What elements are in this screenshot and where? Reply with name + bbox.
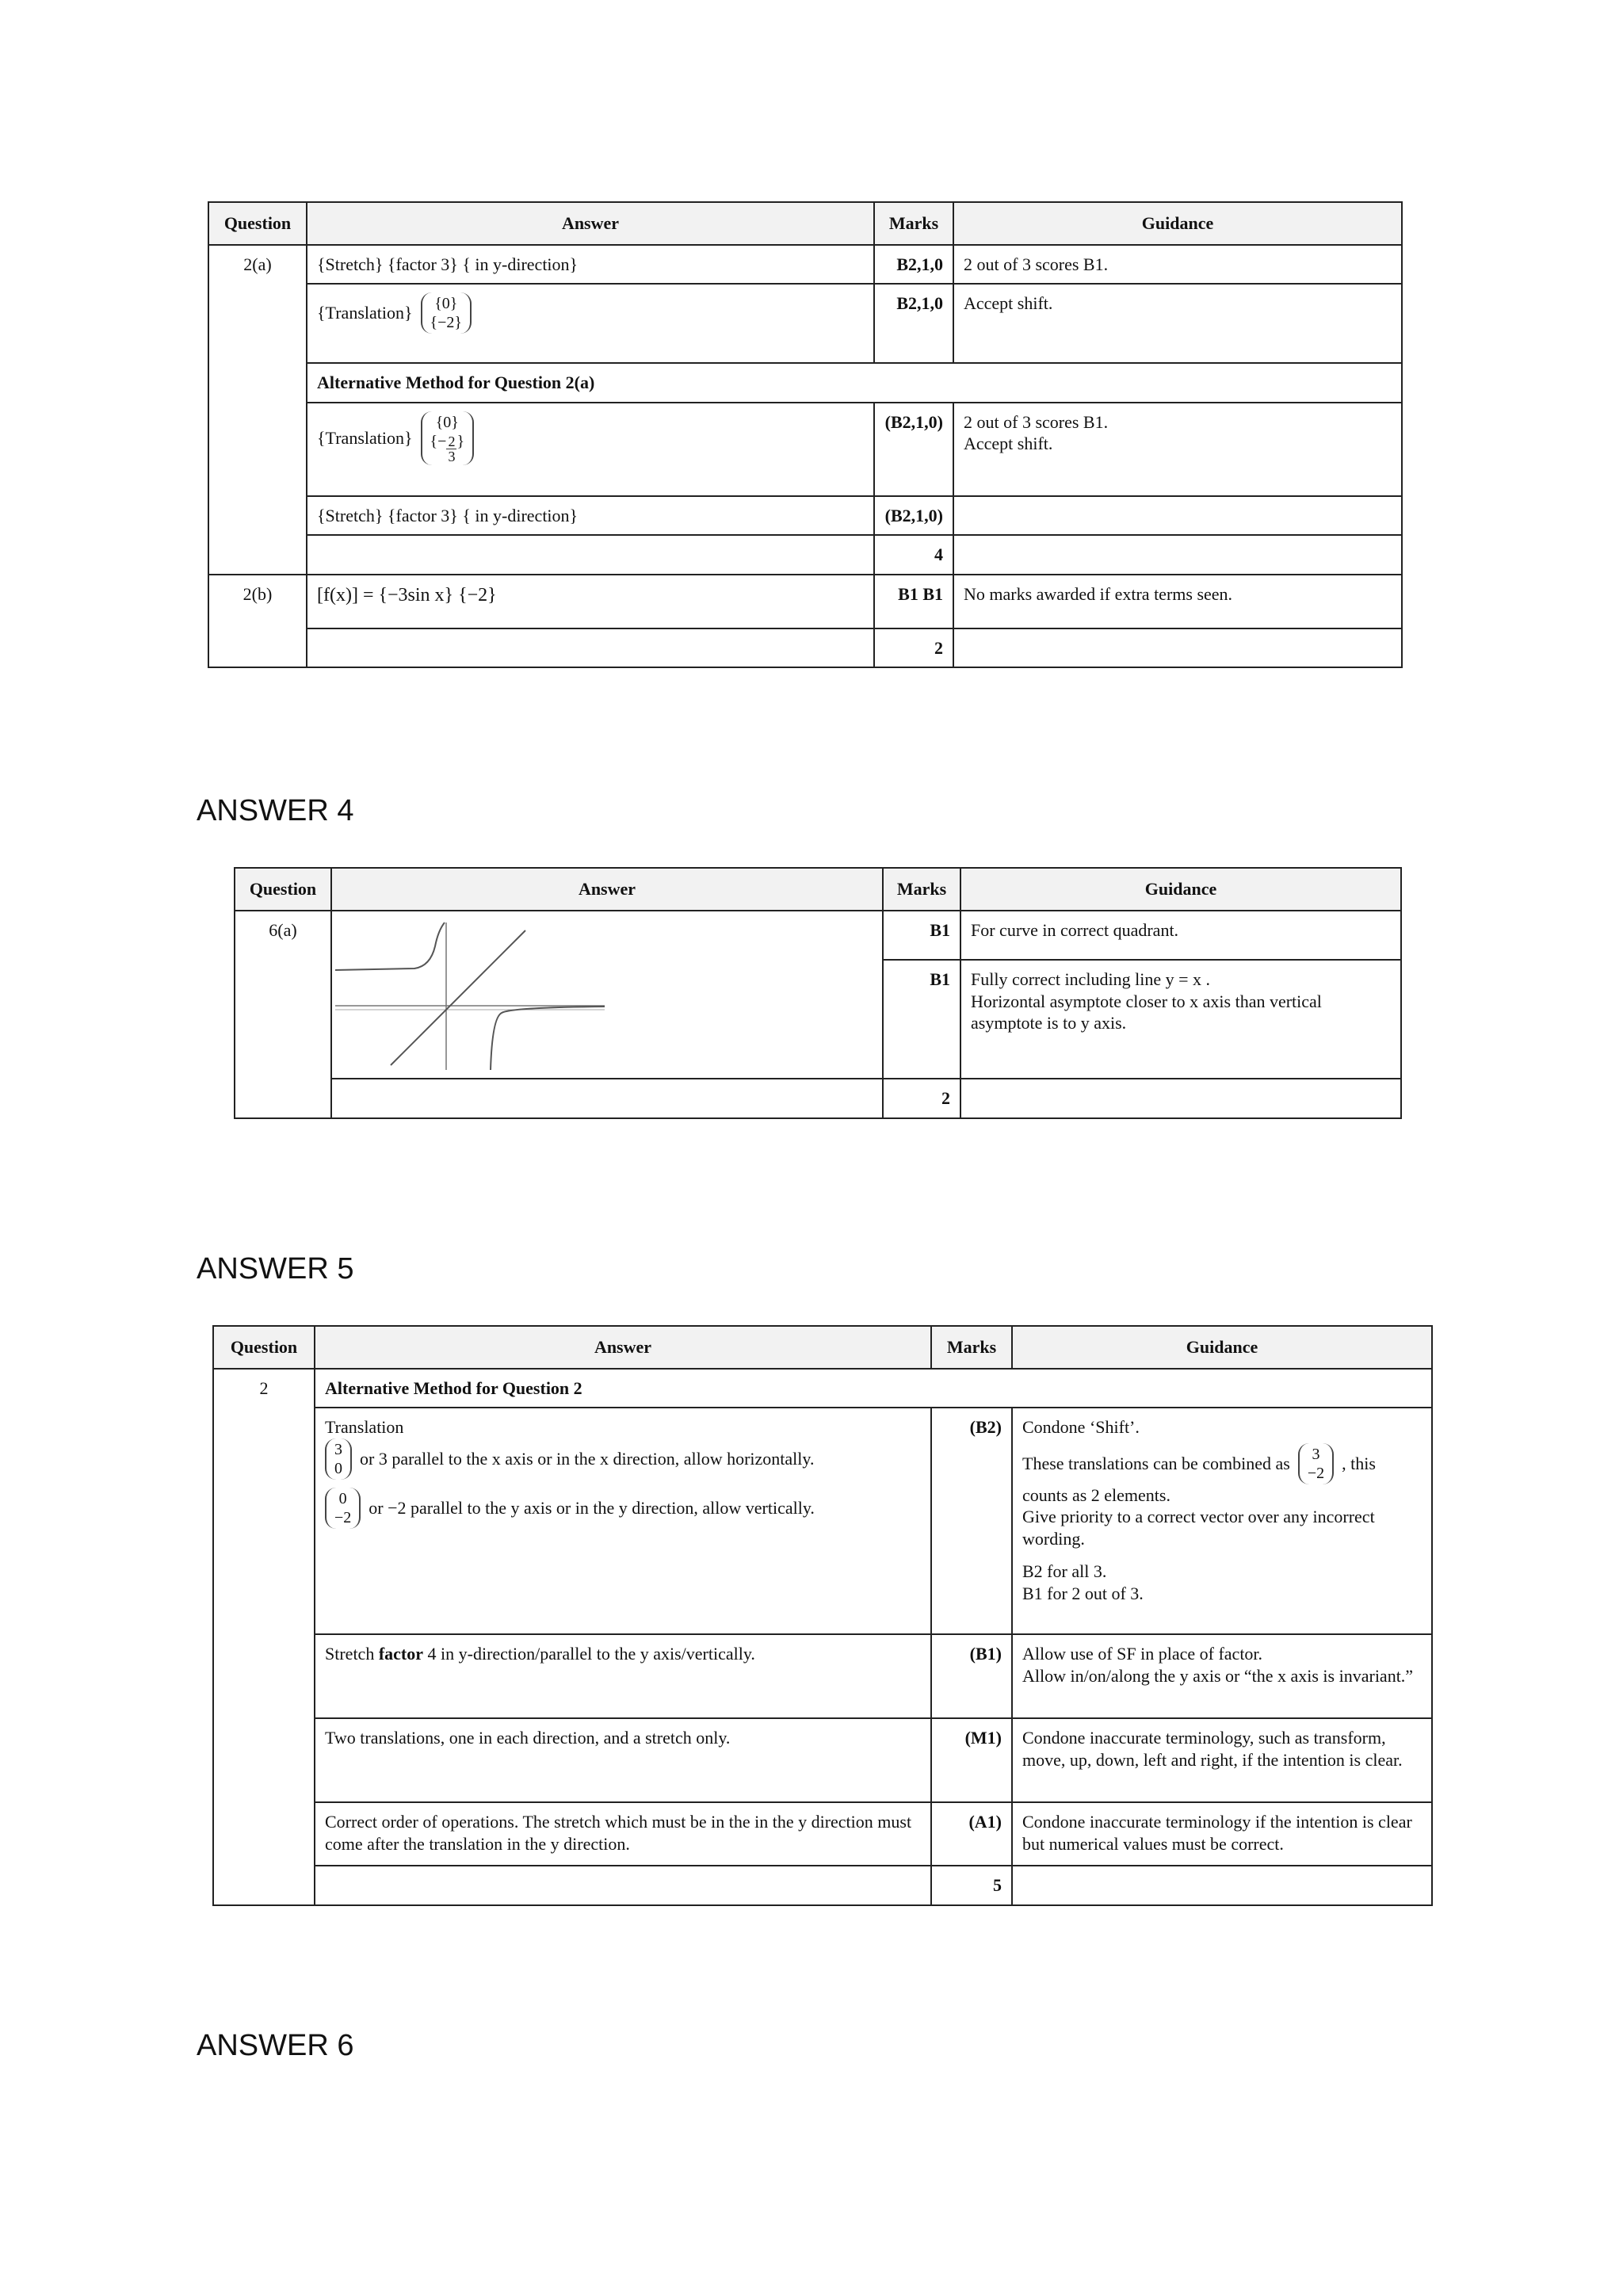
col-question: Question: [235, 868, 331, 911]
guidance-cell: 2 out of 3 scores B1.: [953, 245, 1402, 285]
table-row: [213, 1802, 1432, 1866]
answer-cell: [307, 403, 874, 496]
col-marks: Marks: [874, 202, 953, 245]
vector-bottom: {−2}: [430, 314, 463, 331]
table-row: [208, 284, 1402, 363]
marks-cell: (B2,1,0): [874, 403, 953, 496]
answer-5-heading: ANSWER 5: [197, 1252, 354, 1286]
guidance-cell: Fully correct including line y = x . Horizontal asymptote closer to x axis than vertical asymptote is to y axis.: [960, 960, 1401, 1079]
total-row: [235, 1079, 1401, 1118]
answer-cell: Correct order of operations. The stretch which must be in the in the y direction must come after the translation in the y direction.: [315, 1802, 931, 1866]
mark-scheme-table-q2-alt: [212, 1325, 1433, 1906]
alt-method-heading: Alternative Method for Question 2: [315, 1369, 1432, 1408]
answer-cell: [331, 1079, 883, 1118]
column-vector: [421, 411, 475, 465]
column-vector: [421, 292, 472, 334]
guidance-cell: Condone ‘Shift’. These translations can be combined as 3 −2 , this counts as 2 elements. Give priority to a correct vector over any incorrect wording. B2 for all 3. B1 for 2 out of 3.: [1012, 1408, 1432, 1634]
table-row: [213, 1408, 1432, 1634]
answer-cell: [307, 628, 874, 668]
answer-cell: [307, 535, 874, 575]
guidance-cell: [960, 1079, 1401, 1118]
vector-top: {0}: [434, 295, 458, 312]
answer-cell: Translation 3 0 or 3 parallel to the x axis or in the x direction, allow horizontally. 0 −2 or −2 parallel to the y axis or in the y direction, allow vertically.: [315, 1408, 931, 1634]
answer-cell: {Stretch} {factor 3} { in y-direction}: [307, 496, 874, 536]
table-row: [235, 911, 1401, 961]
table-header-row: [208, 202, 1402, 245]
answer-graph-cell: [331, 911, 883, 1079]
question-label: 2: [213, 1369, 315, 1905]
col-marks: Marks: [883, 868, 960, 911]
marks-cell: (M1): [931, 1718, 1012, 1802]
col-marks: Marks: [931, 1326, 1012, 1369]
alt-method-row: [208, 363, 1402, 403]
col-answer: Answer: [315, 1326, 931, 1369]
marks-cell: B2,1,0: [874, 284, 953, 363]
table-header-row: [213, 1326, 1432, 1369]
total-row: [208, 628, 1402, 668]
guidance-cell: [953, 628, 1402, 668]
column-vector: 3 0: [325, 1438, 352, 1480]
table-row: [208, 403, 1402, 496]
answer-cell: [307, 284, 874, 363]
curve-branch-left: [335, 923, 445, 970]
total-marks: 2: [874, 628, 953, 668]
col-answer: Answer: [331, 868, 883, 911]
total-marks: 4: [874, 535, 953, 575]
marks-cell: (A1): [931, 1802, 1012, 1866]
guidance-cell: For curve in correct quadrant.: [960, 911, 1401, 961]
col-guidance: Guidance: [1012, 1326, 1432, 1369]
alt-method-heading: Alternative Method for Question 2(a): [307, 363, 1402, 403]
question-label: 2(a): [208, 245, 307, 575]
guidance-cell: 2 out of 3 scores B1. Accept shift.: [953, 403, 1402, 496]
marks-cell: (B2,1,0): [874, 496, 953, 536]
answer-6-heading: ANSWER 6: [197, 2029, 354, 2062]
table-header-row: [235, 868, 1401, 911]
col-question: Question: [213, 1326, 315, 1369]
guidance-cell: Condone inaccurate terminology if the intention is clear but numerical values must be correct.: [1012, 1802, 1432, 1866]
question-label: 2(b): [208, 575, 307, 668]
marks-cell: (B1): [931, 1634, 1012, 1718]
table-row: [213, 1634, 1432, 1718]
total-row: [213, 1866, 1432, 1905]
guidance-cell: [953, 496, 1402, 536]
guidance-cell: Condone inaccurate terminology, such as transform, move, up, down, left and right, if the intention is clear.: [1012, 1718, 1432, 1802]
answer-cell: Two translations, one in each direction, and a stretch only.: [315, 1718, 931, 1802]
marks-cell: B1: [883, 960, 960, 1079]
total-row: [208, 535, 1402, 575]
guidance-cell: [1012, 1866, 1432, 1905]
mark-scheme-table-q2: [208, 201, 1403, 668]
mark-scheme-table-q6a: [234, 867, 1402, 1119]
table-row: [208, 245, 1402, 285]
table-row: [213, 1718, 1432, 1802]
marks-cell: B2,1,0: [874, 245, 953, 285]
total-marks: 5: [931, 1866, 1012, 1905]
marks-cell: (B2): [931, 1408, 1012, 1634]
marks-cell: B1: [883, 911, 960, 961]
answer-cell: [f(x)] = {−3sin x} {−2}: [307, 575, 874, 628]
curve-branch-right: [491, 1007, 605, 1070]
vector-bottom: {− $\frac{2}{3}$ }: [430, 432, 465, 464]
marks-cell: B1 B1: [874, 575, 953, 628]
guidance-cell: Accept shift.: [953, 284, 1402, 363]
guidance-cell: [953, 535, 1402, 575]
answer-prefix: {Translation}: [317, 427, 413, 448]
hyperbola-graph: [335, 915, 621, 1070]
col-guidance: Guidance: [953, 202, 1402, 245]
total-marks: 2: [883, 1079, 960, 1118]
question-label: 6(a): [235, 911, 331, 1118]
column-vector: 3 −2: [1298, 1443, 1334, 1484]
vector-top: {0}: [435, 413, 459, 431]
guidance-cell: Allow use of SF in place of factor. Allow in/on/along the y axis or “the x axis is invariant.”: [1012, 1634, 1432, 1718]
y-equals-x-line: [391, 930, 525, 1065]
answer-prefix: {Translation}: [317, 303, 413, 323]
col-guidance: Guidance: [960, 868, 1401, 911]
table-row: [208, 575, 1402, 628]
column-vector: 0 −2: [325, 1488, 361, 1529]
table-row: [208, 496, 1402, 536]
col-question: Question: [208, 202, 307, 245]
answer-4-heading: ANSWER 4: [197, 794, 354, 827]
answer-cell: Stretch factor 4 in y-direction/parallel to the y axis/vertically.: [315, 1634, 931, 1718]
alt-method-row: [213, 1369, 1432, 1408]
answer-cell: {Stretch} {factor 3} { in y-direction}: [307, 245, 874, 285]
answer-cell: [315, 1866, 931, 1905]
col-answer: Answer: [307, 202, 874, 245]
guidance-cell: No marks awarded if extra terms seen.: [953, 575, 1402, 628]
